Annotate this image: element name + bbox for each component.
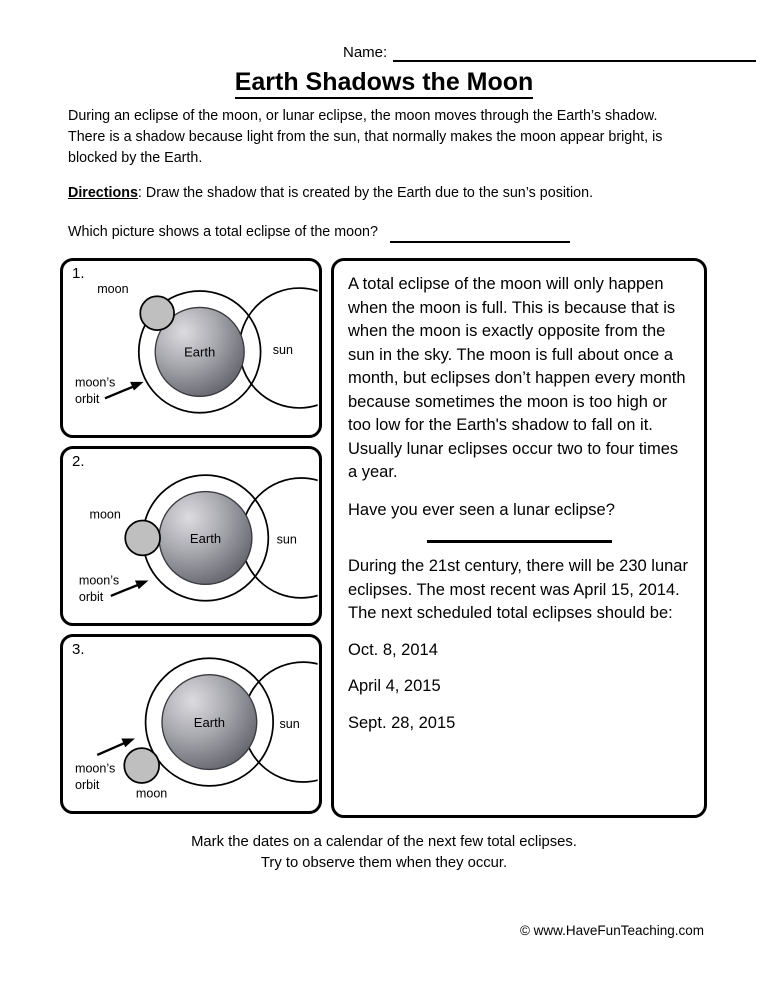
orbit-label-line2: orbit [78,589,104,604]
footer-line-2: Try to observe them when they occur. [260,855,508,871]
page-title-text: Earth Shadows the Moon [235,68,534,99]
copyright-notice: © www.HaveFunTeaching.com [519,923,704,938]
eclipse-date-2: April 4, 2015 [348,677,441,695]
moon-label: moon [135,786,168,801]
directions-label: Directions [68,185,138,201]
name-label: Name: [343,44,388,61]
answer-blank-line[interactable] [390,227,570,243]
section-divider [427,540,612,543]
moon-circle [125,521,160,556]
orbit-pointer-line [97,741,128,755]
moon-circle [124,748,159,783]
info-paragraph-3: During the 21st century, there will be 230 lunar eclipses. The most recent was April 15, 2014. The next scheduled total eclipses should be: [348,557,688,622]
footer-line-1: Mark the dates on a calendar of the next few total eclipses. [191,834,577,850]
orbit-pointer-arrowhead [130,382,144,391]
info-paragraph-1: A total eclipse of the moon will only happen when the moon is full. This is because that is when the moon is exactly opposite from the sun in the sky. The moon is full about once a month, but eclipses don’t happen every month because sometimes the moon is too high or too low for the Earth's shadow to fall on it. Usually lunar eclipses occur two to four times a year. [348,275,686,481]
eclipse-date-1: Oct. 8, 2014 [348,640,438,659]
orbit-label-line1: moon’s [78,573,120,588]
panel-number: 2. [72,453,85,470]
orbit-label-line1: moon’s [75,375,116,390]
directions-text: : Draw the shadow that is created by the Earth due to the sun’s position. [137,185,594,201]
name-blank-line[interactable] [393,45,756,62]
directions-line [68,183,708,204]
eclipse-date-3: Sept. 28, 2015 [348,713,456,732]
eclipse-diagram-2 [63,449,319,623]
page-title [0,68,768,97]
panel-number: 3. [72,641,85,658]
name-field-row [343,44,756,62]
moon-label: moon [97,281,129,296]
moon-circle [140,296,174,330]
intro-paragraph: During an eclipse of the moon, or lunar eclipse, the moon moves through the Earth’s shadow. There is a shadow because light from the sun, that normally makes the moon appear bright, is blocked by the Earth. [68,108,663,166]
eclipse-diagram-1 [63,261,319,435]
orbit-label-line1: moon’s [75,761,116,776]
panel-number: 1. [72,265,85,282]
orbit-pointer-arrowhead [121,739,135,748]
diagram-panel-3[interactable] [60,634,322,814]
orbit-label-line2: orbit [75,392,100,407]
info-text-panel [331,258,707,818]
sun-label: sun [276,532,297,547]
diagram-panel-2[interactable] [60,446,322,626]
info-paragraph-2: Have you ever seen a lunar eclipse? [348,500,615,519]
sun-label: sun [272,342,293,357]
earth-label: Earth [193,714,225,730]
footer-instructions [0,832,768,874]
earth-label: Earth [184,344,216,360]
orbit-pointer-arrowhead [135,580,149,589]
sun-label: sun [279,716,300,731]
earth-label: Earth [189,530,222,546]
question-text: Which picture shows a total eclipse of the moon? [68,224,378,240]
question-row [68,222,708,243]
moon-label: moon [89,507,121,522]
eclipse-diagram-3 [63,637,319,811]
diagram-panel-1[interactable] [60,258,322,438]
orbit-label-line2: orbit [75,777,100,792]
